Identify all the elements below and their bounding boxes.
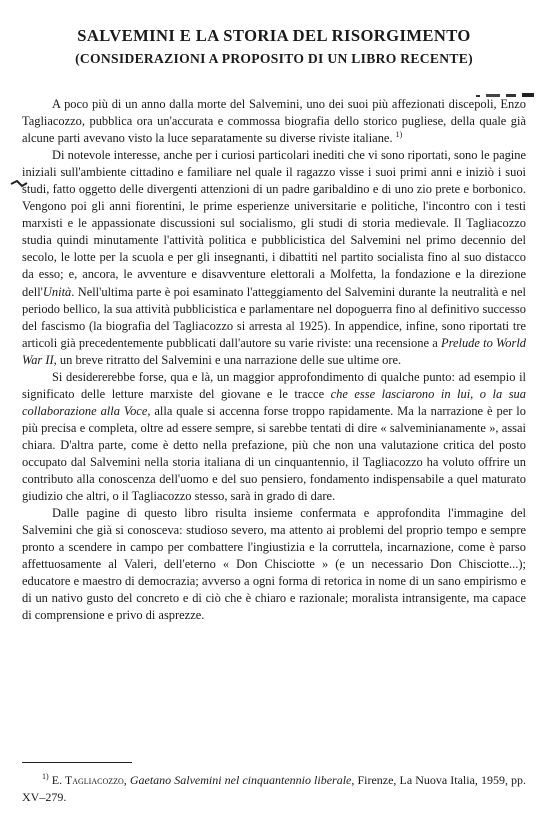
footnote-marker: 1) — [42, 772, 49, 781]
margin-mark — [10, 180, 28, 188]
footnote-publication: Firenze, La Nuova Italia, 1959, pp. XV–279. — [22, 773, 527, 804]
journal-title-unita: Unità — [42, 284, 72, 299]
article-body — [22, 96, 526, 624]
italic-phrase: che esse lasciarono in lui, o la sua collaborazione alla Voce — [22, 386, 526, 418]
article-subtitle: (CONSIDERAZIONI A PROPOSITO DI UN LIBRO RECENTE) — [75, 51, 473, 66]
article-title: SALVEMINI E LA STORIA DEL RISORGIMENTO — [77, 26, 471, 45]
paragraph-4: Dalle pagine di questo libro risulta insieme confermata e approfondita l'immagine del Salvemini che già si conosceva: studioso severo, ma attento ai problemi del proprio tempo e sempre pronto a scendere in campo per combattere l'ingiustizia e la corruttela, incarnazione, come è parso affettuosamente al Valeri, dell'eterno « Don Chisciotte » (e un necessario Don Chisciotte...); educatore e maestro di democrazia; avverso a ogni forma di retorica in nome di un sano empirismo e di un nativo gusto del concreto e di ciò che è chiaro e razionale; moralista intransigente, ma capace di comprensione e privo di asprezze. — [22, 506, 526, 623]
paragraph-3: Si desidererebbe forse, qua e là, un maggior approfondimento di qualche punto: ad esempio il significato delle letture marxiste del giovane e le tracce che esse lasciarono in lui, o la sua collaborazione alla Voce, alla quale si accenna forse troppo rapidamente. Ma la narrazione è per lo più precisa e completa, oltre ad essere sempre, si sarebbe tentati di dire « salveminianamente », assai chiara. D'altra parte, come è detto nella prefazione, più che non una valutazione critica del posto occupato dal Salvemini nella storia italiana di un cinquantennio, il Tagliacozzo ha voluto offrire un contributo alla conoscenza dell'uomo e del suo pensiero, fondamento indispensabile a quel maturato giudizio che altri, o il Tagliacozzo stesso, sarà in grado di dare. — [22, 369, 526, 504]
footnote — [22, 772, 526, 805]
ink-smudge — [476, 92, 536, 100]
footnote-book-title: Gaetano Salvemini nel cinquantennio liberale, — [129, 773, 355, 787]
book-title-prelude: Prelude to World War II — [22, 335, 526, 367]
footnote-divider — [22, 762, 132, 763]
footnote-author: E. Tagliacozzo, — [51, 773, 127, 787]
paragraph-1: A poco più di un anno dalla morte del Salvemini, uno dei suoi più affezionati discepoli, Enzo Tagliacozzo, pubblica ora un'accurata e commossa biografia dello storico pugliese, della quale già alcune parti avevano visto la luce separatamente su diverse riviste italiane. $^{1)}$ — [22, 97, 526, 146]
footnote-ref[interactable]: 1) — [395, 129, 403, 139]
paragraph-2: Di notevole interesse, anche per i curiosi particolari inediti che vi sono riportati, sono le pagine iniziali sull'ambiente cittadino e familiare nel quale il ragazzo visse i suoi primi anni e iniziò i suoi studi, fatto oggetto delle divergenti attenzioni di un padre garibaldino e di uno zio prete e borbonico. Vengono poi gli anni fiorentini, le prime esperienze universitarie e politiche, l'incontro con i testi marxisti e le appassionate discussioni sul socialismo, gli studi di storia medievale. Il Tagliacozzo studia quindi minutamente l'attività politica e pubblicistica del Salvemini nel primo decennio del secolo, le lotte per la scuola e per gli insegnanti, i dibattiti nel partito socialista fino al suo distacco da esso; e, ancora, le avventure e disavventure elettorali a Molfetta, la fondazione e la direzione dell'Unità. Nell'ultima parte è poi esaminato l'atteggiamento del Salvemini durante la neutralità e nel periodo bellico, la sua attività pubblicistica e parlamentare nel dopoguerra fino al definitivo successo del fascismo (la biografia del Tagliacozzo si arresta al 1925). In appendice, infine, sono riportati tre articoli già precedentemente pubblicati dall'autore su varie riviste: una recensione a Prelude to World War II, un breve ritratto del Salvemini e una narrazione delle sue ultime ore. — [22, 148, 526, 367]
